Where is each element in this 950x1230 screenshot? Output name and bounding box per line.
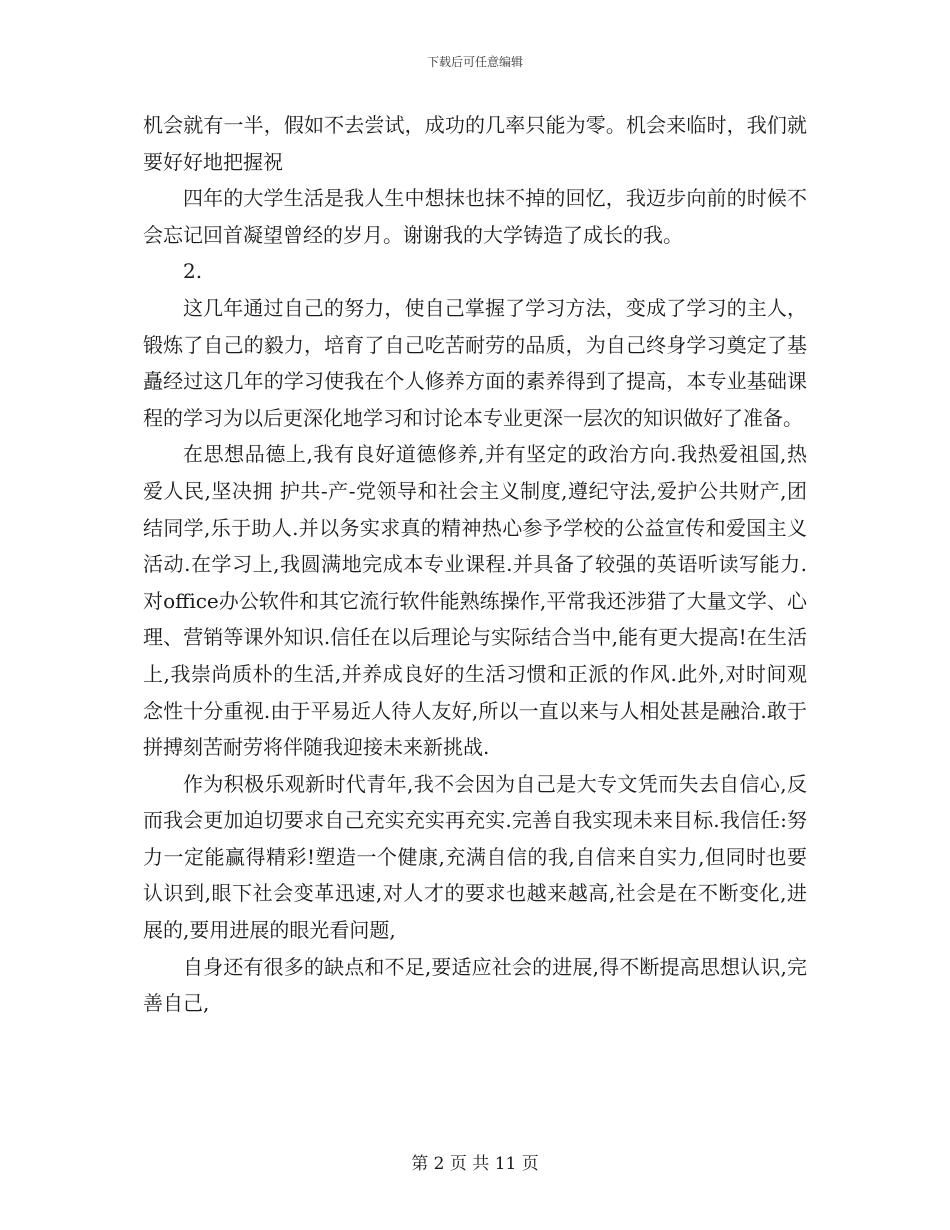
paragraph: 在思想品德上,我有良好道德修养,并有坚定的政治方向.我热爱祖国,热爱人民,坚决拥 护共-产-党领导和社会主义制度,遵纪守法,爱护公共财产,团结同学,乐于助人.并以务实求真的精神热心参予学校的公益宣传和爱国主义活动.在学习上,我圆满地完成本专业课程.并具备了较强的英语听读写能力.对office办公软件和其它流行软件能熟练操作,平常我还涉猎了大量文学、心理、营销等课外知识.信任在以后理论与实际结合当中,能有更大提高!在生活上,我崇尚质朴的生活,并养成良好的生活习惯和正派的作风.此外,对时间观念性十分重视.由于平易近人待人友好,所以一直以来与人相处甚是融洽.敢于拼搏刻苦耐劳将伴随我迎接未来新挑战. <box>143 442 807 760</box>
paragraph: 2. <box>183 259 203 284</box>
paragraph: 机会就有一半，假如不去尝试，成功的几率只能为零。机会来临时，我们就要好好地把握祝 <box>143 113 807 174</box>
paragraph: 四年的大学生活是我人生中想抹也抹不掉的回忆，我迈步向前的时候不会忘记回首凝望曾经的岁月。谢谢我的大学铸造了成长的我。 <box>143 186 807 247</box>
document-body <box>143 107 807 1022</box>
paragraph: 作为积极乐观新时代青年,我不会因为自己是大专文凭而失去自信心,反而我会更加迫切要求自己充实充实再充实.完善自我实现未来目标.我信任:努力一定能赢得精彩!塑造一个健康,充满自信的我,自信来自实力,但同时也要认识到,眼下社会变革迅速,对人才的要求也越来越高,社会是在不断变化,进展的,要用进展的眼光看问题, <box>143 771 807 943</box>
paragraph: 这几年通过自己的努力，使自己掌握了学习方法，变成了学习的主人，锻炼了自己的毅力，培育了自己吃苦耐劳的品质，为自己终身学习奠定了基矗经过这几年的学习使我在个人修养方面的素养得到了提高，本专业基础课程的学习为以后更深化地学习和讨论本专业更深一层次的知识做好了准备。 <box>143 295 807 430</box>
page-header: 下载后可任意编辑 <box>426 55 523 69</box>
page-footer: 第 2 页 共 11 页 <box>411 1154 539 1174</box>
paragraph: 自身还有很多的缺点和不足,要适应社会的进展,得不断提高思想认识,完善自己, <box>143 954 807 1016</box>
